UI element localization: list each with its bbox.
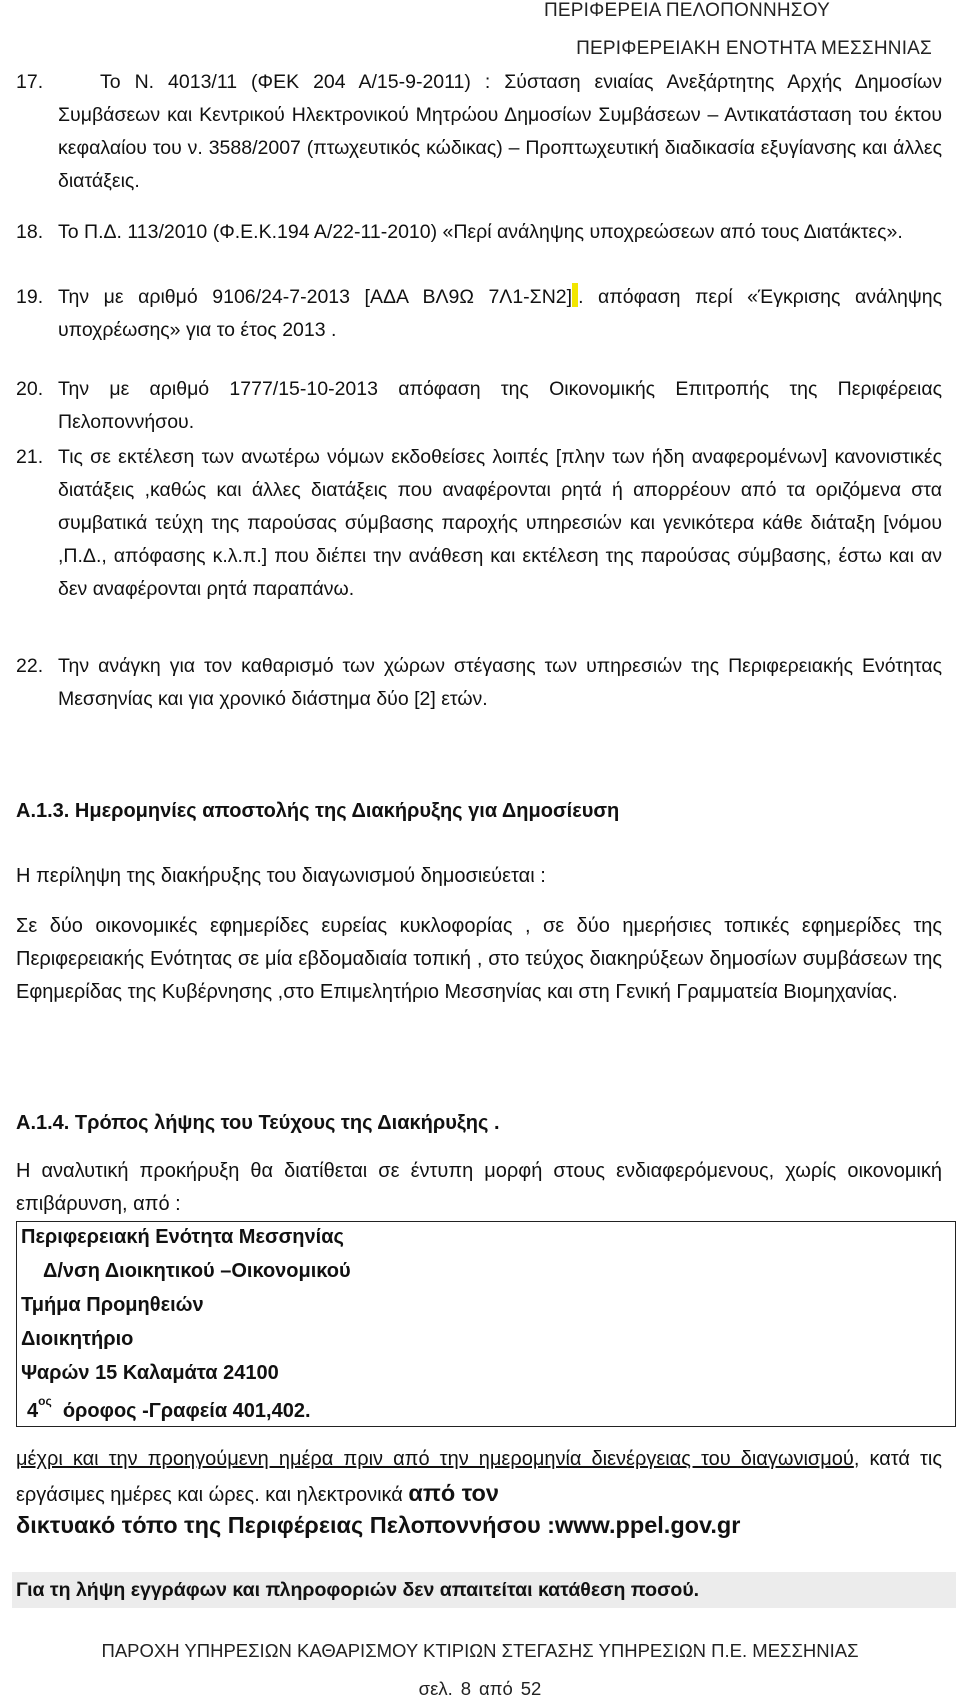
item-number: 19.	[16, 286, 44, 308]
item-text: Τις σε εκτέλεση των ανωτέρω νόμων εκδοθείσες λοιπές [πλην των ήδη αναφερομένων] κανονιστικές διατάξεις ,καθώς και άλλες διατάξεις που αναφέρονται ρητά ή απορρέουν από τα οριζόμενα στα συμβατικά τεύχη της παρούσας σύμβασης παροχής υπηρεσιών και γενικότερα κάθε διάταξη [νόμου ,Π.Δ., απόφασης κ.λ.π.] που διέπει την ανάθεση και εκτέλεση της παρούσας σύμβασης, έστω και αν δεν αναφέρονται ρητά παραπάνω.	[58, 446, 942, 600]
page-total: 52	[520, 1678, 542, 1699]
item-text	[16, 66, 942, 198]
item-text-content: Το Ν. 4013/11 (ΦΕΚ 204 Α/15-9-2011) : Σύσταση ενιαίας Ανεξάρτητης Αρχής Δημοσίων Συμβάσεων και Κεντρικού Ηλεκτρονικού Μητρώου Δημοσίων Συμβάσεων – Αντικατάσταση του έκτου κεφαλαίου του ν. 3588/2007 (πτωχευτικός κώδικας) – Προπτωχευτική διαδικασία εξυγίανσης και άλλες διατάξεις.	[58, 71, 942, 192]
list-item-22	[16, 650, 942, 716]
list-item-21	[16, 441, 942, 606]
item-number: 21.	[16, 446, 44, 468]
list-item-17	[16, 66, 942, 198]
header-unit: ΠΕΡΙΦΕΡΕΙΑΚΗ ΕΝΟΤΗΤΑ ΜΕΣΣΗΝΙΑΣ	[576, 38, 932, 59]
item-text: Το Π.Δ. 113/2010 (Φ.Ε.Κ.194 Α/22-11-2010) «Περί ανάληψης υποχρεώσεων από τους Διατάκτες».	[58, 221, 903, 243]
address-line-floor	[27, 1394, 311, 1423]
working-hours-text: , κατά τις εργάσιμες ημέρες και ώρες. και ηλεκτρονικά	[16, 1448, 943, 1506]
item-text-part-b: . απόφαση περί «Έγκρισης ανάληψης υποχρέωσης» για το έτος 2013 .	[58, 286, 943, 341]
item-text: Την ανάγκη για τον καθαρισμό των χώρων στέγασης των υπηρεσιών της Περιφερειακής Ενότητας Μεσσηνίας και για χρονικό διάστημα δύο [2] ετών.	[58, 655, 942, 710]
floor-offices: όροφος -Γραφεία 401,402.	[62, 1400, 311, 1422]
online-text-a: από τον	[408, 1480, 499, 1506]
footer-title: ΠΑΡΟΧΗ ΥΠΗΡΕΣΙΩΝ ΚΑΘΑΡΙΣΜΟΥ ΚΤΙΡΙΩΝ ΣΤΕΓΑΣΗΣ ΥΠΗΡΕΣΙΩΝ Π.Ε. ΜΕΣΣΗΝΙΑΣ	[101, 1640, 859, 1661]
address-line-directorate: Δ/νση Διοικητικού –Οικονομικού	[43, 1260, 351, 1282]
section-heading-a13: Α.1.3. Ημερομηνίες αποστολής της Διακήρυξης για Δημοσίευση	[16, 800, 620, 822]
availability-paragraph	[16, 1442, 942, 1512]
floor-ordinal: ος	[38, 1394, 52, 1408]
address-line-department: Τμήμα Προμηθειών	[21, 1294, 204, 1316]
item-number: 22.	[16, 655, 44, 677]
section-a13-intro: Η περίληψη της διακήρυξης του διαγωνισμού δημοσιεύεται :	[16, 865, 546, 887]
notice-bar	[12, 1572, 956, 1608]
online-website-line: δικτυακό τόπο της Περιφέρειας Πελοποννήσου :www.ppel.gov.gr	[16, 1512, 741, 1538]
list-item-20	[16, 373, 942, 439]
header-region: ΠΕΡΙΦΕΡΕΙΑ ΠΕΛΟΠΟΝΝΗΣΟΥ	[543, 0, 830, 21]
deadline-text: μέχρι και την προηγούμενη ημέρα πριν από την ημερομηνία διενέργειας του διαγωνισμού	[16, 1448, 854, 1470]
address-line-street: Ψαρών 15 Καλαμάτα 24100	[21, 1362, 279, 1384]
floor-number: 4	[27, 1400, 39, 1422]
address-line-building: Διοικητήριο	[21, 1328, 134, 1350]
section-a13-body: Σε δύο οικονομικές εφημερίδες ευρείας κυκλοφορίας , σε δύο ημερήσιες τοπικές εφημερίδες της Περιφερειακής Ενότητας σε μία εβδομαδιαία τοπική , στο τεύχος διακηρύξεων δημοσίων συμβάσεων της Εφημερίδας της Κυβέρνησης ,στο Επιμελητήριο Μεσσηνίας και στη Γενική Γραμματεία Βιομηχανίας.	[16, 915, 942, 1003]
address-line-unit: Περιφερειακή Ενότητα Μεσσηνίας	[21, 1226, 344, 1248]
notice-text: Για τη λήψη εγγράφων και πληροφοριών δεν απαιτείται κατάθεση ποσού.	[16, 1579, 700, 1601]
section-a14-intro: Η αναλυτική προκήρυξη θα διατίθεται σε έντυπη μορφή στους ενδιαφερόμενους, χωρίς οικονομική επιβάρυνση, από :	[16, 1160, 942, 1215]
address-box	[16, 1221, 956, 1427]
item-number: 20.	[16, 378, 44, 400]
item-text: Την με αριθμό 1777/15-10-2013 απόφαση της Οικονομικής Επιτροπής της Περιφέρειας Πελοποννήσου.	[58, 378, 942, 433]
page-word: σελ.	[418, 1678, 453, 1699]
page-current: 8	[460, 1678, 472, 1699]
page-of-word: από	[479, 1678, 513, 1699]
item-number: 18.	[16, 221, 44, 243]
item-number: 17.	[16, 71, 44, 93]
item-text	[16, 281, 942, 347]
list-item-19	[16, 281, 942, 347]
page-number	[0, 1678, 960, 1700]
section-heading-a14: Α.1.4. Τρόπος λήψης του Τεύχους της Διακήρυξης .	[16, 1112, 500, 1134]
list-item-18	[16, 216, 942, 249]
item-text-part-a: Την με αριθμό 9106/24-7-2013 [ΑΔΑ ΒΛ9Ω 7Λ1-ΣΝ2]	[58, 286, 573, 308]
